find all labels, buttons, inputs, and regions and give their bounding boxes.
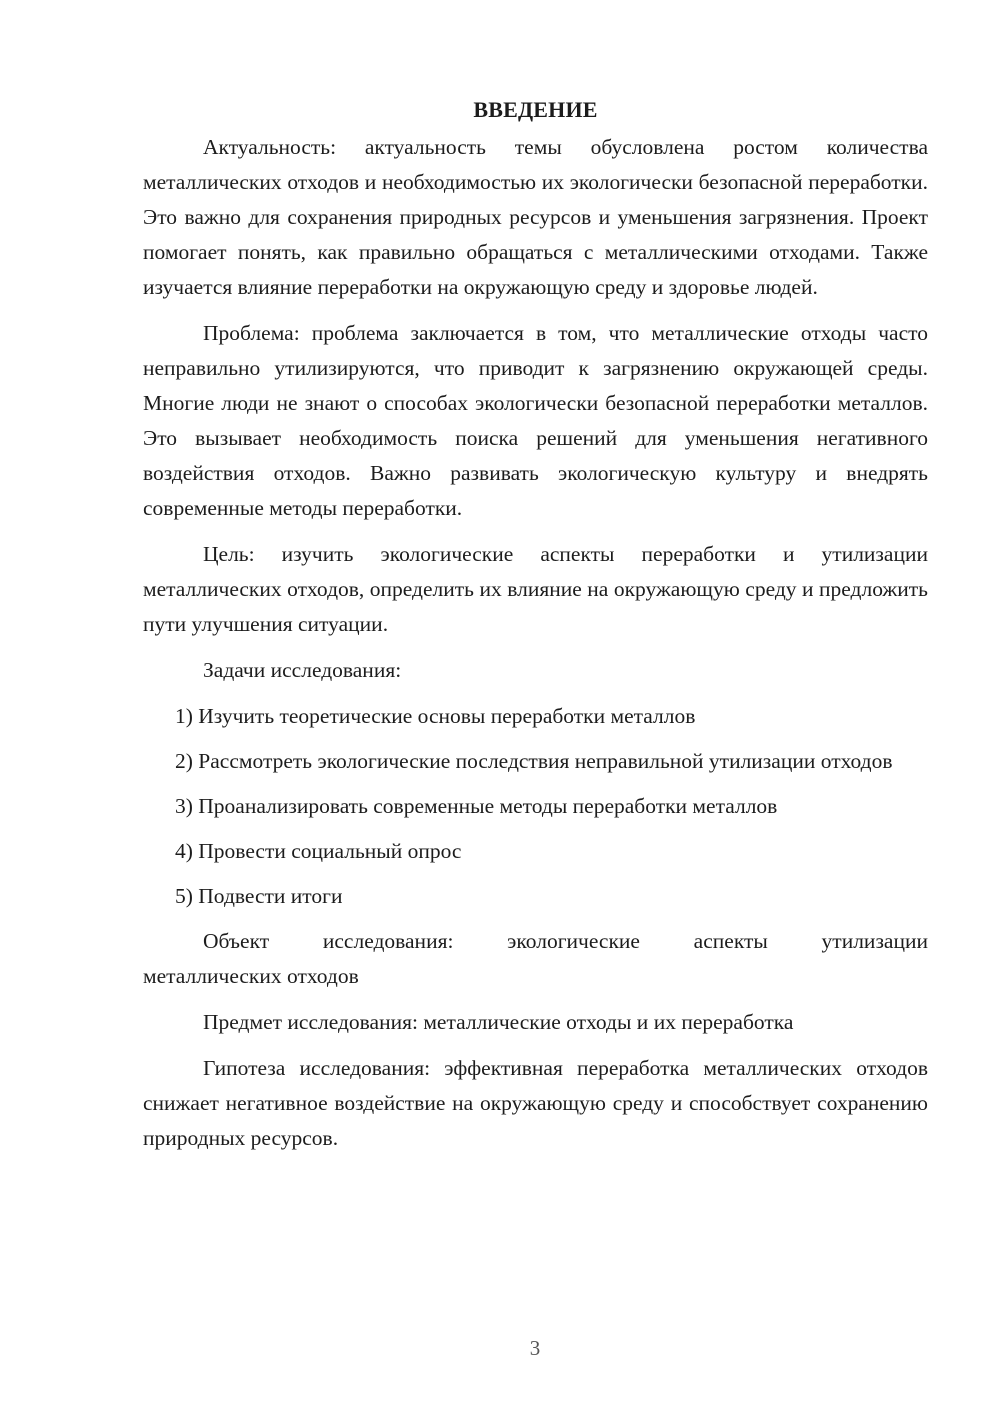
object-line-2: металлических отходов bbox=[143, 964, 359, 988]
task-item: 1) Изучить теоретические основы переработки металлов bbox=[175, 704, 696, 728]
tasks-title: Задачи исследования: bbox=[203, 658, 402, 682]
problem-paragraph: Проблема: проблема заключается в том, что металлические отходы часто неправильно утилизируются, что приводит к загрязнению окружающей среды. Многие люди не знают о способах экологически безопасной переработки металлов. Это вызывает необходимость поиска решений для уменьшения негативного воздействия отходов. Важно развивать экологическую культуру и внедрять современные методы переработки. bbox=[143, 321, 928, 520]
relevance-paragraph: Актуальность: актуальность темы обусловлена ростом количества металлических отходов и необходимостью их экологически безопасной переработки. Это важно для сохранения природных ресурсов и уменьшения загрязнения. Проект помогает понять, как правильно обращаться с металлическими отходами. Также изучается влияние переработки на окружающую среду и здоровье людей. bbox=[143, 135, 928, 299]
page-title: ВВЕДЕНИЕ bbox=[473, 97, 598, 122]
subject-paragraph: Предмет исследования: металлические отходы и их переработка bbox=[203, 1010, 794, 1034]
object-paragraph bbox=[143, 924, 928, 994]
document-page bbox=[143, 94, 928, 1167]
task-item: 4) Провести социальный опрос bbox=[175, 839, 462, 863]
page-number: 3 bbox=[529, 1336, 541, 1360]
task-item: 3) Проанализировать современные методы переработки металлов bbox=[175, 794, 778, 818]
task-item: 5) Подвести итоги bbox=[175, 884, 343, 908]
tasks-list bbox=[143, 699, 928, 914]
goal-paragraph: Цель: изучить экологические аспекты переработки и утилизации металлических отходов, определить их влияние на окружающую среду и предложить пути улучшения ситуации. bbox=[143, 542, 928, 636]
object-line-1: Объект исследования: экологические аспекты утилизации bbox=[203, 929, 928, 953]
hypothesis-paragraph: Гипотеза исследования: эффективная переработка металлических отходов снижает негативное воздействие на окружающую среду и способствует сохранению природных ресурсов. bbox=[143, 1056, 928, 1150]
task-item: 2) Рассмотреть экологические последствия неправильной утилизации отходов bbox=[175, 749, 893, 773]
